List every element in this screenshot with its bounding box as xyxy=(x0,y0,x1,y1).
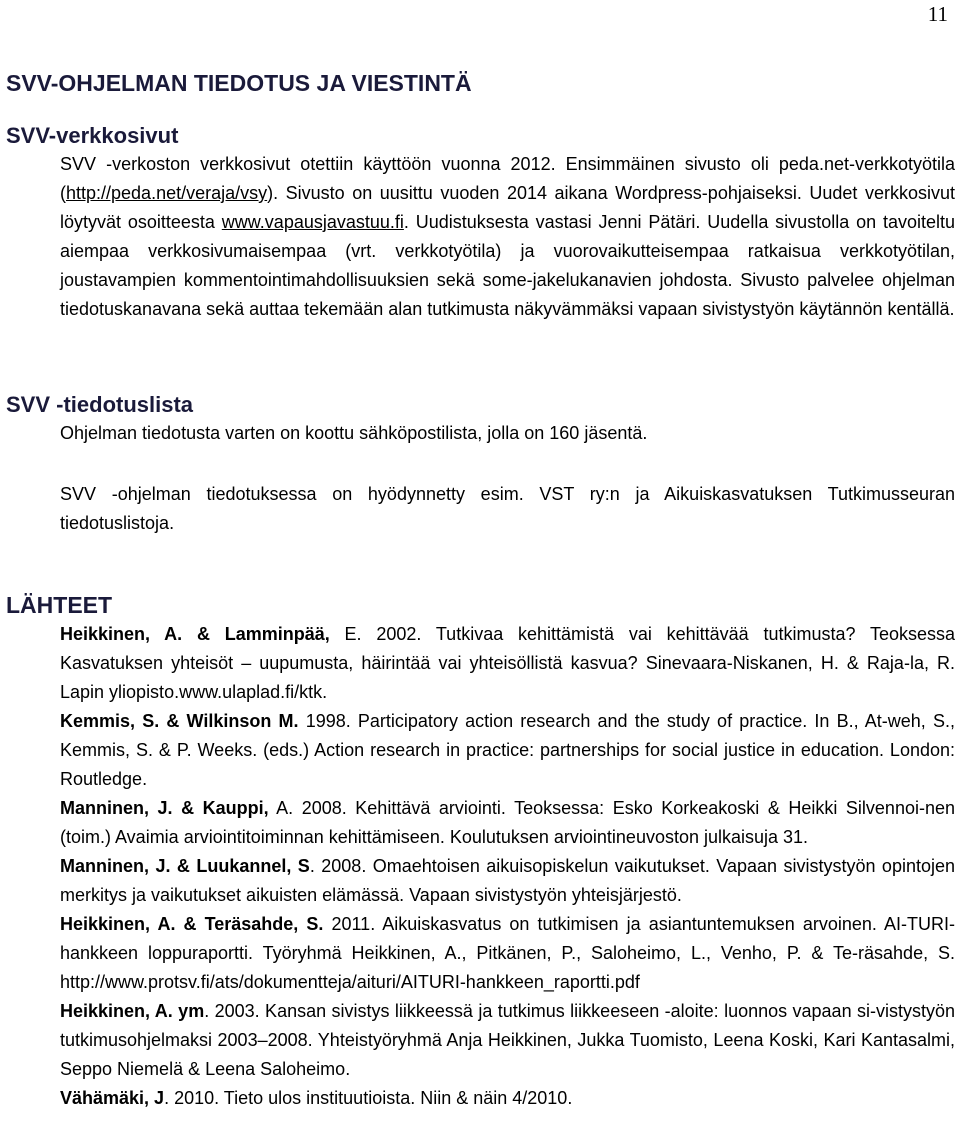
reference-details: 1998. Participatory action research and the study of practice. In B., At-weh, S., Kemmis, S. & P. Weeks. (eds.) Action research in practice: partnerships for social justice in education. London: Routledge. xyxy=(60,711,955,789)
section-heading-web: SVV-verkkosivut xyxy=(6,123,179,148)
reference-authors: Manninen, J. & Luukannel, S xyxy=(60,856,310,876)
reference-details: . 2010. Tieto ulos instituutioista. Niin & näin 4/2010. xyxy=(164,1088,573,1108)
reference-item xyxy=(60,794,955,852)
references-list xyxy=(60,620,955,1113)
web-text-c: . Uudistuksesta vastasi Jenni Pätäri. Uudella sivustolla on tavoiteltu aiempaa verkkosivumaisempaa (vrt. verkkotyötila) ja vuorovaikutteisempaa ratkaisua verkkotyötilan, joustavampien kommentointimahdollisuuksien sekä some-jakelukanavien johdosta. Sivusto palvelee ohjelman tiedotuskanavana sekä auttaa tekemään alan tutkimusta näkyvämmäksi vapaan sivistystyön käytännön kentällä. xyxy=(60,212,955,319)
reference-details: 2011. Aikuiskasvatus on tutkimisen ja asiantuntemuksen arvoinen. AI-TURI-hankkeen loppuraportti. Työryhmä Heikkinen, A., Pitkänen, P., Saloheimo, L., Venho, P. & Te-räsahde, S. http://www.protsv.fi/ats/dokumentteja/aituri/AITURI-hankkeen_raportti.pdf xyxy=(60,914,955,992)
vapausjavastuu-link[interactable]: www.vapausjavastuu.fi xyxy=(221,212,404,232)
reference-authors: Vähämäki, J xyxy=(60,1088,165,1108)
reference-item xyxy=(60,707,955,794)
reference-item xyxy=(60,997,955,1084)
reference-details: . 2003. Kansan sivistys liikkeessä ja tutkimus liikkeeseen -aloite: luonnos vapaan si-vistystyön tutkimusohjelmaksi 2003–2008. Yhteistyöryhmä Anja Heikkinen, Jukka Tuomisto, Leena Koski, Kari Kantasalmi, Seppo Niemelä & Leena Saloheimo. xyxy=(60,1001,956,1079)
reference-item xyxy=(60,910,955,997)
reference-authors: Heikkinen, A. & Lamminpää, xyxy=(60,624,330,644)
reference-authors: Heikkinen, A. ym xyxy=(60,1001,205,1021)
mailinglist-paragraph-2: SVV -ohjelman tiedotuksessa on hyödynnetty esim. VST ry:n ja Aikuiskasvatuksen Tutkimusseuran tiedotuslistoja. xyxy=(60,484,955,533)
reference-details: E. 2002. Tutkivaa kehittämistä vai kehittävää tutkimusta? Teoksessa Kasvatuksen yhteisöt – uupumusta, häirintää vai yhteisöllistä kasvua? Sinevaara-Niskanen, H. & Raja-la, R. Lapin yliopisto.www.ulaplad.fi/ktk. xyxy=(60,624,956,702)
web-text-b: ). Sivusto on uusittu vuoden 2014 aikana Wordpress-pohjaiseksi. Uudet verkkosivut löytyvät osoitteesta xyxy=(60,183,955,232)
reference-details: . 2008. Omaehtoisen aikuisopiskelun vaikutukset. Vapaan sivistystyön opintojen merkitys ja vaikutukset aikuisten elämässä. Vapaan sivistystyön yhteisjärjestö. xyxy=(60,856,955,905)
references-heading: LÄHTEET xyxy=(6,592,113,618)
page-title: SVV-OHJELMAN TIEDOTUS JA VIESTINTÄ xyxy=(6,70,472,96)
reference-item xyxy=(60,620,955,707)
reference-authors: Heikkinen, A. & Teräsahde, S. xyxy=(60,914,324,934)
web-text-a: SVV -verkoston verkkosivut otettiin käyttöön vuonna 2012. Ensimmäinen sivusto oli peda.net-verkkotyötila ( xyxy=(60,154,955,203)
web-paragraph xyxy=(60,150,955,324)
section-heading-mailinglist: SVV -tiedotuslista xyxy=(6,392,194,417)
reference-details: A. 2008. Kehittävä arviointi. Teoksessa: Esko Korkeakoski & Heikki Silvennoi-nen (toim.) Avaimia arviointitoiminnan kehittämiseen. Koulutuksen arviointineuvoston julkaisuja 31. xyxy=(60,798,955,847)
peda-link[interactable]: http://peda.net/veraja/vsy xyxy=(66,183,268,203)
mailinglist-paragraph-1: Ohjelman tiedotusta varten on koottu sähköpostilista, jolla on 160 jäsentä. xyxy=(60,423,648,443)
reference-item xyxy=(60,852,955,910)
page-number: 11 xyxy=(927,2,948,26)
reference-item xyxy=(60,1084,955,1113)
reference-authors: Manninen, J. & Kauppi, xyxy=(60,798,269,818)
reference-authors: Kemmis, S. & Wilkinson M. xyxy=(60,711,299,731)
